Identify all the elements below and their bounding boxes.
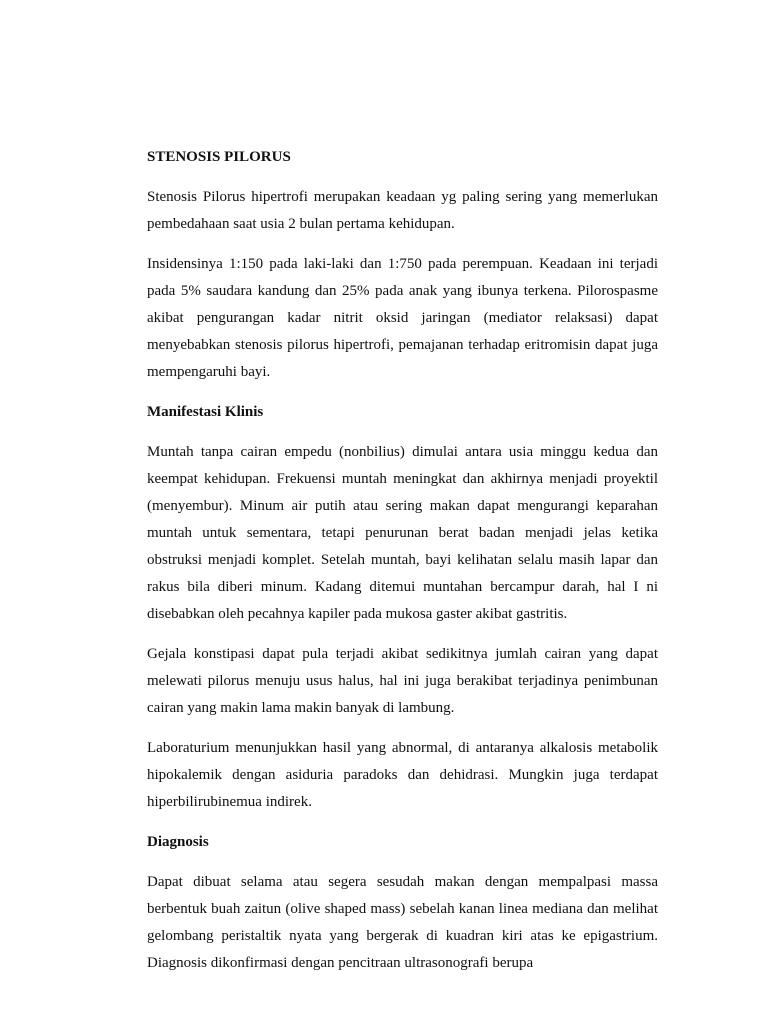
section-heading-diagnosis: Diagnosis [147,834,209,850]
manifestasi-paragraph: Muntah tanpa cairan empedu (nonbilius) dimulai antara usia minggu kedua dan keempat kehidupan. Frekuensi muntah meningkat dan akhirnya menjadi proyektil (menyembur). Minum air putih atau sering makan dapat mengurangi keparahan muntah untuk sementara, tetapi penurunan berat badan menjadi jelas ketika obstruksi menjadi komplet. Setelah muntah, bayi kelihatan selalu masih lapar dan rakus bila diberi minum. Kadang ditemui muntahan bercampur darah, hal I ni disebabkan oleh pecahnya kapiler pada mukosa gaster akibat gastritis. [147,444,658,622]
document-body [147,144,658,977]
section-heading-manifestasi: Manifestasi Klinis [147,404,264,420]
document-title: STENOSIS PILORUS [147,149,291,165]
manifestasi-paragraph: Laboraturium menunjukkan hasil yang abnormal, di antaranya alkalosis metabolik hipokalemik dengan asiduria paradoks dan dehidrasi. Mungkin juga terdapat hiperbilirubinemua indirek. [147,740,658,810]
diagnosis-paragraph: Dapat dibuat selama atau segera sesudah makan dengan mempalpasi massa berbentuk buah zaitun (olive shaped mass) sebelah kanan linea mediana dan melihat gelombang peristaltik nyata yang bergerak di kuadran kiri atas ke epigastrium. Diagnosis dikonfirmasi dengan pencitraan ultrasonografi berupa [147,874,658,971]
manifestasi-paragraph: Gejala konstipasi dapat pula terjadi akibat sedikitnya jumlah cairan yang dapat melewati pilorus menuju usus halus, hal ini juga berakibat terjadinya penimbunan cairan yang makin lama makin banyak di lambung. [147,646,658,716]
intro-paragraph: Stenosis Pilorus hipertrofi merupakan keadaan yg paling sering yang memerlukan pembedahaan saat usia 2 bulan pertama kehidupan. [147,189,658,232]
intro-paragraph: Insidensinya 1:150 pada laki-laki dan 1:750 pada perempuan. Keadaan ini terjadi pada 5% saudara kandung dan 25% pada anak yang ibunya terkena. Pilorospasme akibat pengurangan kadar nitrit oksid jaringan (mediator relaksasi) dapat menyebabkan stenosis pilorus hipertrofi, pemajanan terhadap eritromisin dapat juga mempengaruhi bayi. [147,256,658,380]
